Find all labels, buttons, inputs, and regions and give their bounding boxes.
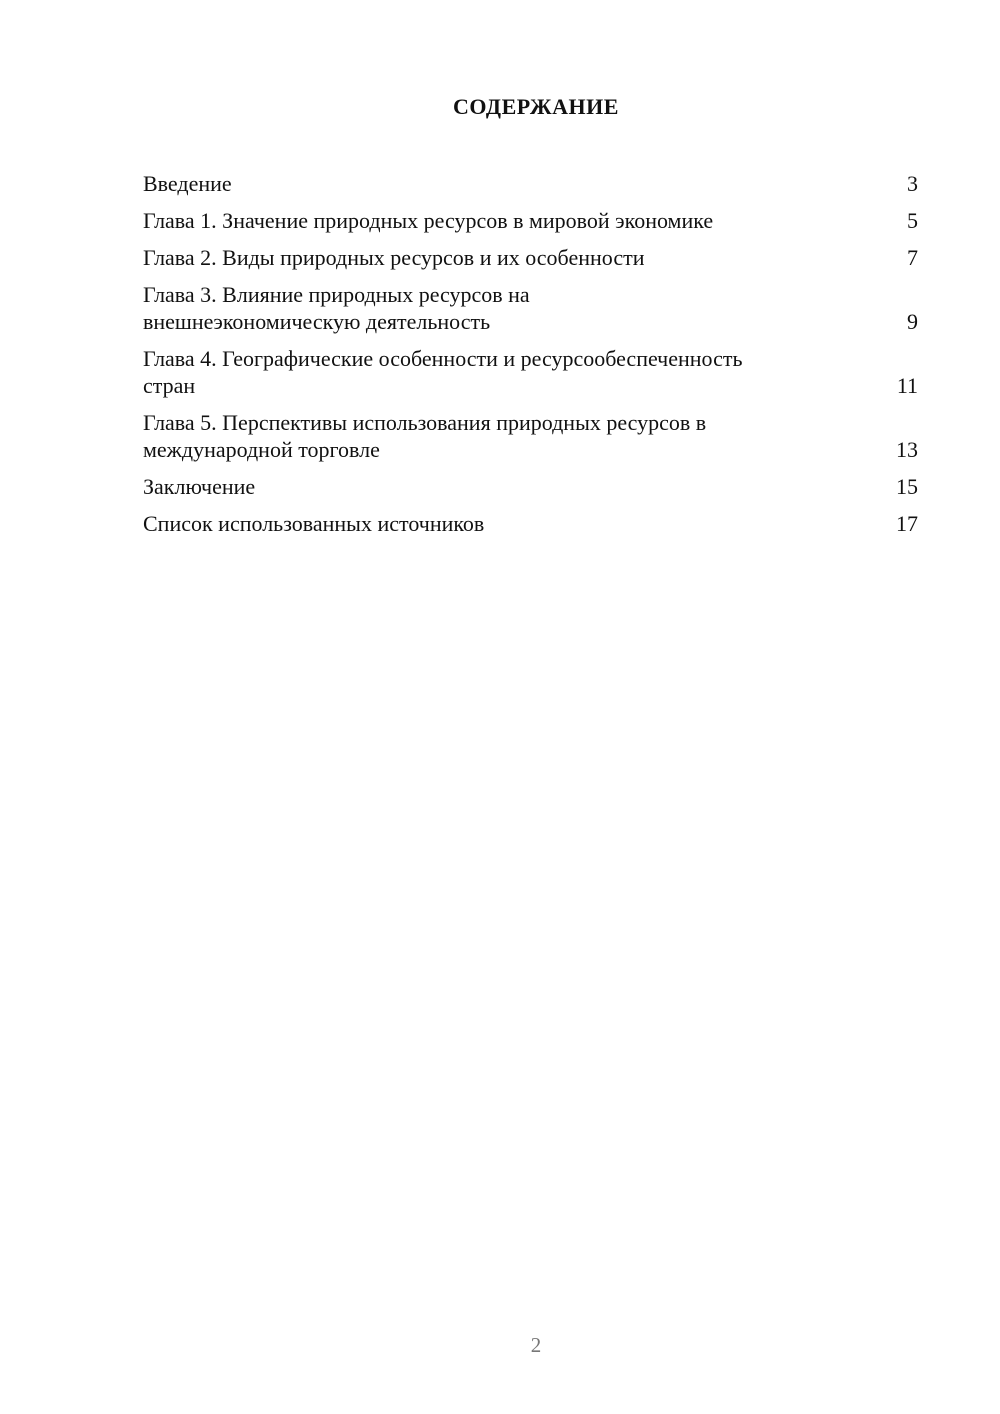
toc-entry-title-line: Введение bbox=[143, 171, 232, 196]
toc-entry-title-line: Заключение bbox=[143, 474, 256, 499]
toc-heading: СОДЕРЖАНИЕ bbox=[453, 94, 619, 119]
toc-entry-references bbox=[143, 510, 918, 537]
toc-entry-title-line: внешнеэкономическую деятельность bbox=[143, 309, 491, 334]
toc-entry-title bbox=[143, 281, 833, 335]
toc-entry-title bbox=[143, 170, 833, 197]
toc-entry-page: 13 bbox=[896, 437, 918, 462]
toc-entry-page: 17 bbox=[896, 511, 918, 536]
toc-entry-chapter-4 bbox=[143, 345, 918, 399]
toc-entry-title bbox=[143, 510, 833, 537]
toc-entry-introduction bbox=[143, 170, 918, 197]
toc-entry-title-line: Глава 5. Перспективы использования природных ресурсов в bbox=[143, 410, 707, 435]
toc-entry-page: 15 bbox=[896, 474, 918, 499]
toc-list bbox=[143, 170, 918, 547]
toc-entry-title-line: Список использованных источников bbox=[143, 511, 485, 536]
toc-entry-title bbox=[143, 244, 833, 271]
toc-entry-page: 9 bbox=[907, 309, 918, 334]
toc-entry-title-line: Глава 1. Значение природных ресурсов в мировой экономике bbox=[143, 208, 714, 233]
toc-entry-page: 3 bbox=[907, 171, 918, 196]
toc-entry-page: 11 bbox=[896, 373, 918, 398]
page-number: 2 bbox=[530, 1333, 542, 1357]
toc-entry-page: 7 bbox=[907, 245, 918, 270]
toc-entry-chapter-1 bbox=[143, 207, 918, 234]
toc-entry-title-line: международной торговле bbox=[143, 437, 380, 462]
toc-entry-chapter-5 bbox=[143, 409, 918, 463]
toc-entry-chapter-3 bbox=[143, 281, 918, 335]
toc-entry-conclusion bbox=[143, 473, 918, 500]
toc-entry-title bbox=[143, 345, 833, 399]
toc-entry-title bbox=[143, 207, 833, 234]
toc-entry-title-line: Глава 2. Виды природных ресурсов и их особенности bbox=[143, 245, 645, 270]
toc-entry-title bbox=[143, 409, 833, 463]
toc-entry-chapter-2 bbox=[143, 244, 918, 271]
toc-entry-title-line: Глава 3. Влияние природных ресурсов на bbox=[143, 282, 530, 307]
toc-entry-page: 5 bbox=[907, 208, 918, 233]
toc-entry-title-line: стран bbox=[143, 373, 196, 398]
toc-entry-title bbox=[143, 473, 833, 500]
toc-entry-title-line: Глава 4. Географические особенности и ресурсообеспеченность bbox=[143, 346, 743, 371]
